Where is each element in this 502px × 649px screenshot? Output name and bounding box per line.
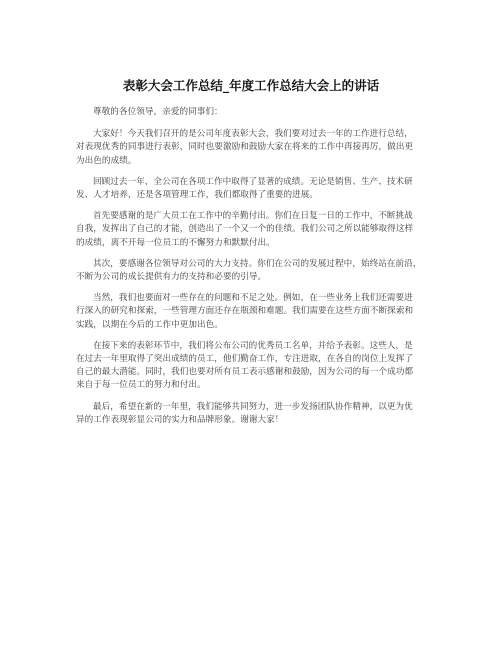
paragraph-line: 回顾过去一年，全公司在各项工作中取得了显著的成绩。无论是销售、生产、技术研 bbox=[93, 176, 413, 187]
paragraph-line: 当然，我们也要面对一些存在的问题和不足之处。例如，在一些业务上我们还需要进 bbox=[93, 293, 413, 304]
paragraph-6 bbox=[76, 340, 428, 393]
paragraph-line: 大家好！今天我们召开的是公司年度表彰大会，我们要对过去一年的工作进行总结， bbox=[93, 129, 413, 140]
paragraph-line: 在接下来的表彰环节中，我们将公布公司的优秀员工名单，并给予表彰。这些人，是 bbox=[93, 340, 413, 351]
paragraph-line: 其次，要感谢各位领导对公司的大力支持。你们在公司的发展过程中，始终站在前沿， bbox=[93, 258, 422, 269]
paragraph-2 bbox=[76, 176, 428, 202]
paragraph-line: 对表现优秀的同事进行表彰，同时也要激励和鼓励大家在将来的工作中再接再厉，做出更 bbox=[76, 142, 414, 153]
paragraph-5 bbox=[76, 292, 428, 332]
paragraph-line: 发、人才培养，还是各项管理工作，我们都取得了重要的进展。 bbox=[76, 190, 319, 201]
paragraph-line: 来自于每一位员工的努力和付出。 bbox=[76, 380, 206, 391]
paragraph-line: 自我，发挥出了自己的才能，创造出了一个又一个的佳绩。我们公司之所以能够取得这样 bbox=[76, 224, 414, 235]
paragraph-line: 异的工作表现彰显公司的实力和品牌形象。谢谢大家！ bbox=[76, 414, 284, 425]
paragraph-line: 首先要感谢的是广大员工在工作中的辛勤付出。你们在日复一日的工作中，不断挑战 bbox=[93, 211, 413, 222]
document-title: 表彰大会工作总结_年度工作总结大会上的讲话 bbox=[122, 78, 380, 93]
paragraph-line: 最后，希望在新的一年里，我们能够共同努力，进一步发扬团队协作精神，以更为优 bbox=[93, 401, 413, 412]
paragraph-line: 自己的最大潜能。同时，我们也要对所有员工表示感谢和鼓励，因为公司的每一个成功都 bbox=[76, 367, 414, 378]
paragraph-1 bbox=[76, 128, 428, 168]
paragraph-line: 为出色的成绩。 bbox=[76, 155, 137, 166]
document-body bbox=[76, 106, 428, 435]
paragraph-line: 实践，以期在今后的工作中更加出色。 bbox=[76, 319, 223, 330]
paragraph-line: 的成绩，离不开每一位员工的不懈努力和默默付出。 bbox=[76, 237, 275, 248]
paragraph-3 bbox=[76, 210, 428, 250]
paragraph-7 bbox=[76, 401, 428, 427]
paragraph-4 bbox=[76, 258, 428, 284]
paragraph-line: 行深入的研究和探索，一些管理方面还存在瓶颈和难题。我们需要在这些方面不断探索和 bbox=[76, 306, 414, 317]
paragraph-line: 在过去一年里取得了突出成绩的员工，他们勤奋工作，专注进取，在各自的岗位上发挥了 bbox=[76, 354, 414, 365]
paragraph-line: 不断为公司的成长提供有力的支持和必要的引导。 bbox=[76, 272, 267, 283]
greeting: 尊敬的各位领导，亲爱的同事们： bbox=[93, 107, 223, 117]
